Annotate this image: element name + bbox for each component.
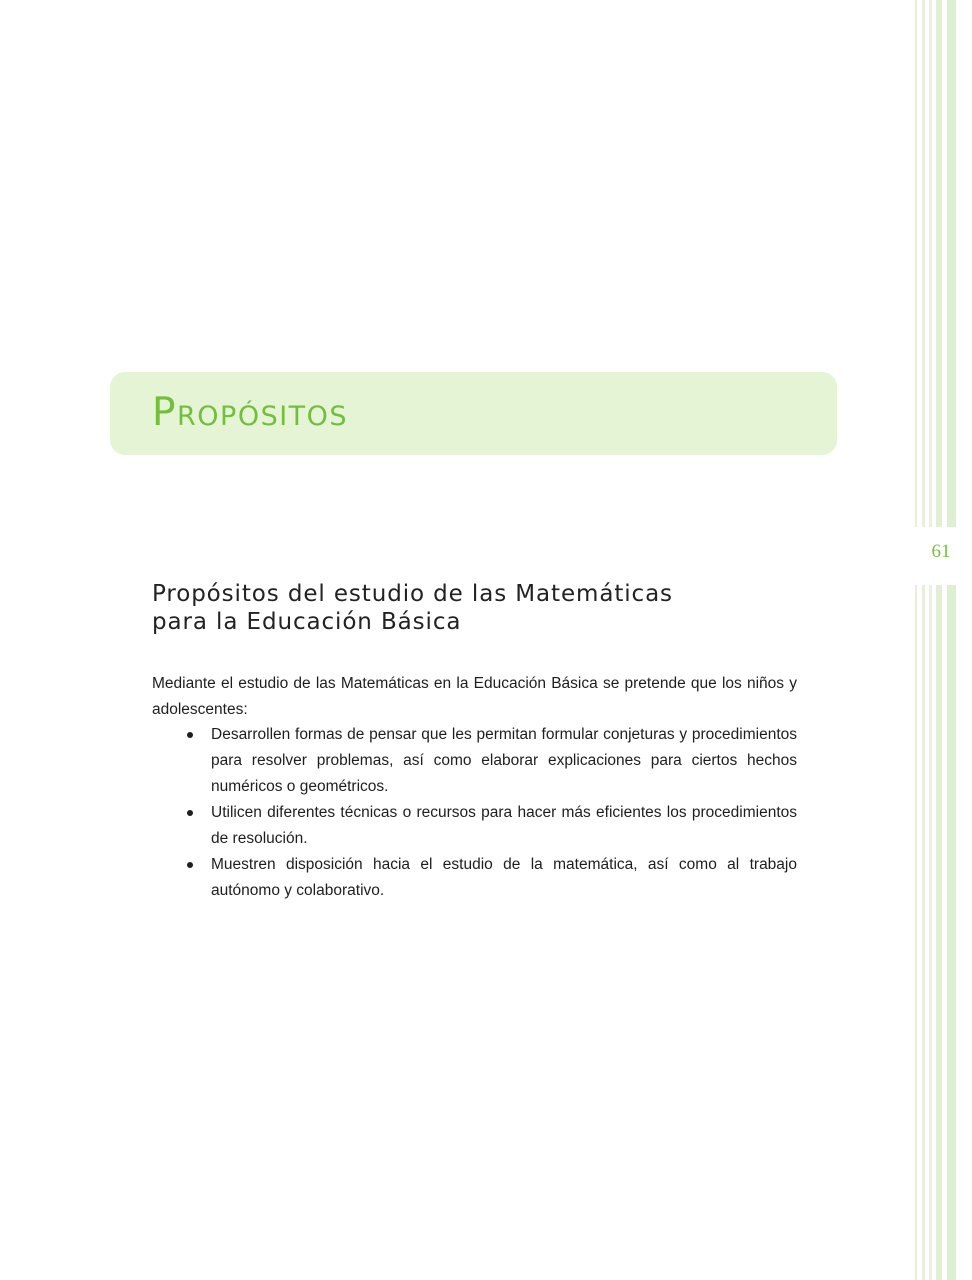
stripe [947, 585, 956, 1280]
stripe [929, 585, 932, 1280]
stripe [922, 585, 925, 1280]
list-item-text: Muestren disposición hacia el estudio de la matemática, así como al trabajo autónomo y colaborativo. [211, 856, 797, 899]
list-item [152, 722, 797, 800]
stripe [936, 0, 942, 527]
bullet-icon [187, 810, 193, 816]
section-title-initial: P [152, 390, 178, 435]
section-banner [110, 372, 837, 455]
stripe [936, 585, 942, 1280]
page-number: 61 [931, 541, 951, 562]
section-title-rest: ROPÓSITOS [177, 401, 349, 432]
list-item-text: Utilicen diferentes técnicas o recursos para hacer más eficientes los procedimientos de resolución. [211, 804, 797, 847]
stripe [915, 0, 917, 527]
stripe [947, 0, 956, 527]
stripe [915, 585, 917, 1280]
subtitle-line-2: para la Educación Básica [152, 609, 462, 635]
purposes-list [152, 722, 797, 904]
bullet-icon [187, 862, 193, 868]
list-item [152, 852, 797, 904]
stripe [922, 0, 925, 527]
section-title [152, 390, 348, 435]
list-item-text: Desarrollen formas de pensar que les permitan formular conjeturas y procedimientos para resolver problemas, así como elaborar explicaciones para ciertos hechos numéricos o geométricos. [211, 726, 797, 795]
subtitle [152, 580, 772, 636]
bullet-icon [187, 732, 193, 738]
stripe [929, 0, 932, 527]
intro-paragraph: Mediante el estudio de las Matemáticas en la Educación Básica se pretende que los niños y adolescentes: [152, 675, 797, 718]
decorative-margin-stripes [912, 0, 972, 1280]
list-item [152, 800, 797, 852]
subtitle-line-1: Propósitos del estudio de las Matemáticas [152, 581, 673, 607]
